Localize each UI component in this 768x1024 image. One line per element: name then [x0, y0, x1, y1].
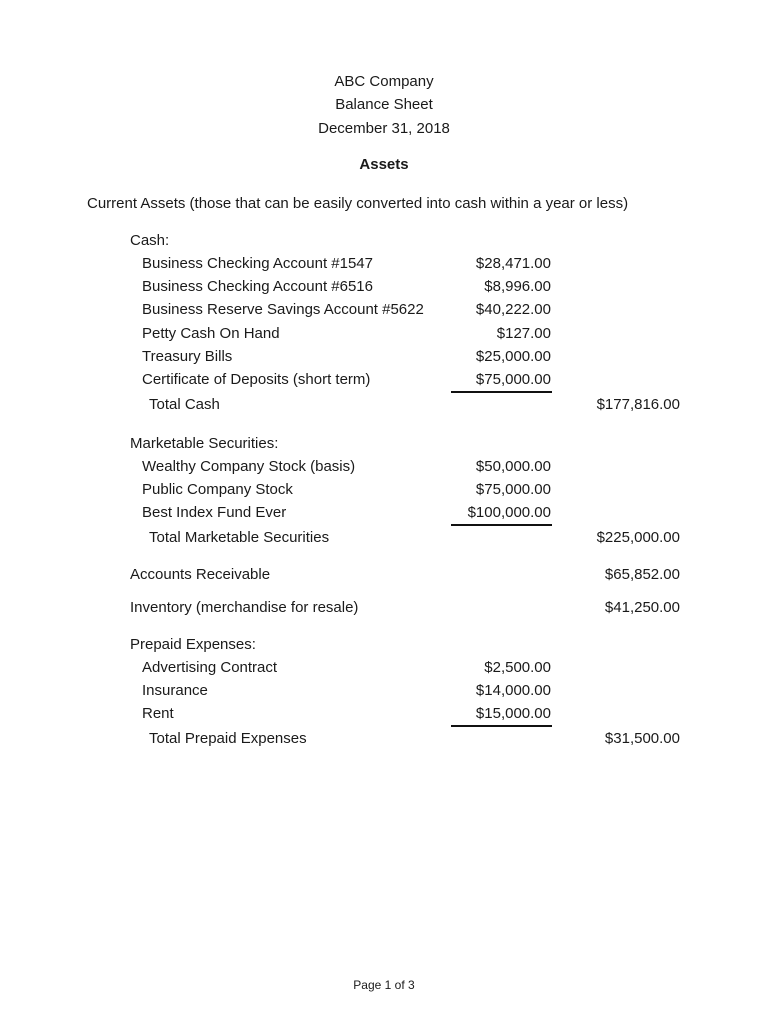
securities-item-name: Wealthy Company Stock (basis): [142, 458, 356, 475]
securities-heading: Marketable Securities:: [130, 435, 279, 452]
report-title: Balance Sheet: [335, 96, 433, 113]
cash-item-amount: $28,471.00: [475, 255, 551, 272]
cash-item-name: Business Checking Account #6516: [142, 278, 373, 295]
securities-item-amount: $100,000.00: [467, 504, 551, 521]
cash-item-name: Business Checking Account #1547: [142, 255, 373, 272]
cash-item-name: Certificate of Deposits (short term): [142, 371, 371, 388]
prepaid-item-amount: $2,500.00: [484, 659, 551, 676]
total-securities-amount: $225,000.00: [596, 529, 680, 546]
cash-item-name: Petty Cash On Hand: [142, 325, 280, 342]
prepaid-heading: Prepaid Expenses:: [130, 636, 256, 653]
prepaid-subtotal-rule: [451, 725, 552, 727]
report-date: December 31, 2018: [318, 120, 450, 137]
total-cash-label: Total Cash: [149, 396, 220, 413]
cash-item-amount: $127.00: [496, 325, 551, 342]
current-assets-intro: Current Assets (those that can be easily converted into cash within a year or less): [87, 195, 629, 212]
cash-item-name: Business Reserve Savings Account #5622: [142, 301, 424, 318]
securities-item-amount: $50,000.00: [475, 458, 551, 475]
cash-item-amount: $8,996.00: [484, 278, 551, 295]
prepaid-item-amount: $15,000.00: [475, 705, 551, 722]
company-name: ABC Company: [334, 73, 434, 90]
inventory-label: Inventory (merchandise for resale): [130, 599, 359, 616]
total-prepaid-amount: $31,500.00: [604, 730, 680, 747]
securities-item-name: Public Company Stock: [142, 481, 293, 498]
securities-item-amount: $75,000.00: [475, 481, 551, 498]
prepaid-item-name: Advertising Contract: [142, 659, 278, 676]
receivable-label: Accounts Receivable: [130, 566, 271, 583]
cash-subtotal-rule: [451, 391, 552, 393]
securities-subtotal-rule: [451, 524, 552, 526]
cash-item-name: Treasury Bills: [142, 348, 233, 365]
prepaid-item-name: Insurance: [142, 682, 208, 699]
receivable-amount: $65,852.00: [604, 566, 680, 583]
inventory-amount: $41,250.00: [604, 599, 680, 616]
prepaid-item-name: Rent: [142, 705, 174, 722]
total-cash-amount: $177,816.00: [596, 396, 680, 413]
total-securities-label: Total Marketable Securities: [149, 529, 330, 546]
cash-item-amount: $40,222.00: [475, 301, 551, 318]
cash-item-amount: $25,000.00: [475, 348, 551, 365]
securities-item-name: Best Index Fund Ever: [142, 504, 287, 521]
cash-item-amount: $75,000.00: [475, 371, 551, 388]
total-prepaid-label: Total Prepaid Expenses: [149, 730, 307, 747]
section-title: Assets: [359, 156, 409, 173]
page-number: Page 1 of 3: [353, 978, 415, 992]
prepaid-item-amount: $14,000.00: [475, 682, 551, 699]
cash-heading: Cash:: [130, 232, 170, 249]
